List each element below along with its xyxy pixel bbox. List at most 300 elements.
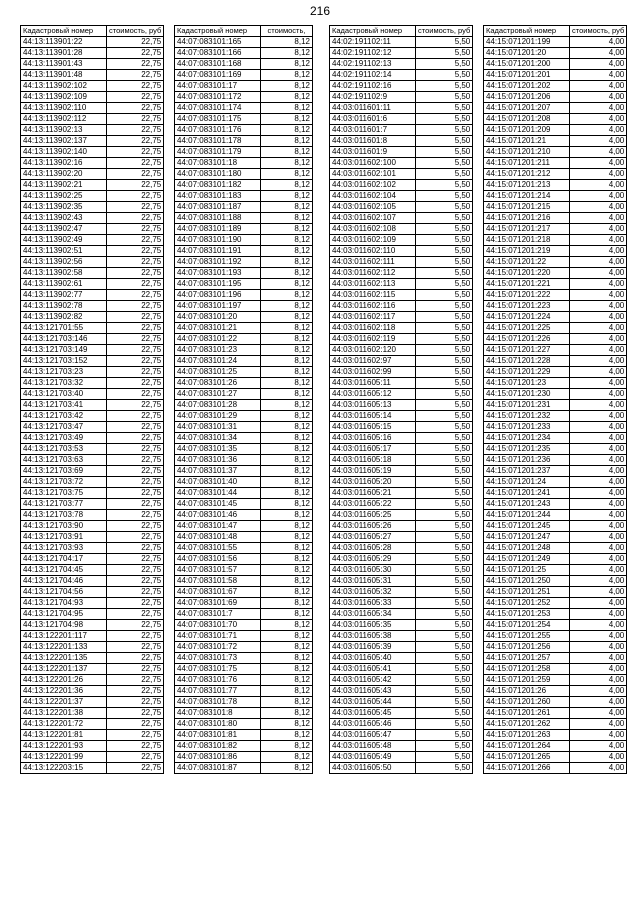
table-row bbox=[330, 81, 473, 92]
table-row bbox=[484, 543, 627, 554]
cost-cell: 4,00 bbox=[570, 466, 627, 477]
cadastral-number-cell: 44:15:071201:223 bbox=[484, 301, 570, 312]
table-row bbox=[21, 455, 164, 466]
cost-cell: 8,12 bbox=[261, 653, 313, 664]
table-row bbox=[330, 466, 473, 477]
cost-cell: 22,75 bbox=[107, 642, 164, 653]
cost-cell: 22,75 bbox=[107, 422, 164, 433]
table-row bbox=[175, 92, 313, 103]
cost-cell: 5,50 bbox=[416, 741, 473, 752]
cost-cell: 8,12 bbox=[261, 114, 313, 125]
cost-cell: 8,12 bbox=[261, 697, 313, 708]
cadastral-number-cell: 44:15:071201:22 bbox=[484, 257, 570, 268]
cadastral-number-cell: 44:15:071201:218 bbox=[484, 235, 570, 246]
table-header-row bbox=[21, 26, 164, 37]
cadastral-number-cell: 44:15:071201:260 bbox=[484, 697, 570, 708]
cadastral-number-cell: 44:15:071201:234 bbox=[484, 433, 570, 444]
cost-cell: 5,50 bbox=[416, 70, 473, 81]
table-row bbox=[484, 477, 627, 488]
cost-cell: 4,00 bbox=[570, 554, 627, 565]
table-row bbox=[330, 323, 473, 334]
cadastral-number-cell: 44:15:071201:237 bbox=[484, 466, 570, 477]
cost-cell: 22,75 bbox=[107, 741, 164, 752]
table-row bbox=[21, 268, 164, 279]
table-row bbox=[484, 620, 627, 631]
cadastral-number-cell: 44:13:113902:13 bbox=[21, 125, 107, 136]
cadastral-value-table bbox=[20, 25, 164, 774]
cadastral-number-cell: 44:07:083101:67 bbox=[175, 587, 261, 598]
cost-cell: 22,75 bbox=[107, 323, 164, 334]
cost-cell: 5,50 bbox=[416, 730, 473, 741]
cost-cell: 22,75 bbox=[107, 312, 164, 323]
cost-cell: 8,12 bbox=[261, 301, 313, 312]
cadastral-number-cell: 44:03:011605:11 bbox=[330, 378, 416, 389]
cost-cell: 4,00 bbox=[570, 708, 627, 719]
page-number: 216 bbox=[309, 4, 331, 18]
table-row bbox=[175, 488, 313, 499]
cadastral-number-cell: 44:07:083101:180 bbox=[175, 169, 261, 180]
cadastral-number-cell: 44:07:083101:25 bbox=[175, 367, 261, 378]
table-row bbox=[21, 345, 164, 356]
cost-cell: 5,50 bbox=[416, 763, 473, 774]
cost-cell: 5,50 bbox=[416, 609, 473, 620]
cadastral-number-cell: 44:07:083101:188 bbox=[175, 213, 261, 224]
cadastral-number-cell: 44:13:113902:140 bbox=[21, 147, 107, 158]
table-row bbox=[484, 334, 627, 345]
table-row bbox=[21, 202, 164, 213]
cadastral-number-cell: 44:15:071201:254 bbox=[484, 620, 570, 631]
table-row bbox=[484, 235, 627, 246]
cost-cell: 4,00 bbox=[570, 455, 627, 466]
table-row bbox=[21, 301, 164, 312]
cadastral-number-cell: 44:03:011602:118 bbox=[330, 323, 416, 334]
cadastral-number-cell: 44:07:083101:35 bbox=[175, 444, 261, 455]
cost-cell: 5,50 bbox=[416, 433, 473, 444]
cost-cell: 5,50 bbox=[416, 697, 473, 708]
table-row bbox=[175, 235, 313, 246]
cost-cell: 22,75 bbox=[107, 345, 164, 356]
cadastral-number-cell: 44:07:083101:178 bbox=[175, 136, 261, 147]
cadastral-number-cell: 44:15:071201:253 bbox=[484, 609, 570, 620]
cost-cell: 8,12 bbox=[261, 466, 313, 477]
cost-cell: 8,12 bbox=[261, 37, 313, 48]
cadastral-number-cell: 44:07:083101:23 bbox=[175, 345, 261, 356]
table-row bbox=[21, 246, 164, 257]
cadastral-number-cell: 44:03:011605:43 bbox=[330, 686, 416, 697]
cadastral-number-cell: 44:13:122203:15 bbox=[21, 763, 107, 774]
table-row bbox=[175, 499, 313, 510]
cost-cell: 5,50 bbox=[416, 422, 473, 433]
cadastral-number-cell: 44:13:121704:93 bbox=[21, 598, 107, 609]
cost-cell: 5,50 bbox=[416, 213, 473, 224]
table-row bbox=[330, 521, 473, 532]
cost-cell: 5,50 bbox=[416, 334, 473, 345]
cost-cell: 22,75 bbox=[107, 257, 164, 268]
cadastral-number-cell: 44:07:083101:87 bbox=[175, 763, 261, 774]
cost-cell: 5,50 bbox=[416, 521, 473, 532]
cost-cell: 22,75 bbox=[107, 708, 164, 719]
cost-cell: 4,00 bbox=[570, 411, 627, 422]
table-row bbox=[21, 37, 164, 48]
header-cost: стоимость, руб bbox=[107, 26, 164, 37]
cost-cell: 8,12 bbox=[261, 290, 313, 301]
cadastral-number-cell: 44:03:011605:50 bbox=[330, 763, 416, 774]
cost-cell: 5,50 bbox=[416, 532, 473, 543]
cost-cell: 22,75 bbox=[107, 488, 164, 499]
table-row bbox=[484, 576, 627, 587]
cadastral-number-cell: 44:13:121704:95 bbox=[21, 609, 107, 620]
cadastral-number-cell: 44:15:071201:224 bbox=[484, 312, 570, 323]
table-row bbox=[21, 433, 164, 444]
cost-cell: 8,12 bbox=[261, 488, 313, 499]
cost-cell: 8,12 bbox=[261, 510, 313, 521]
header-cadastral-number: Кадастровый номер bbox=[484, 26, 570, 37]
table-row bbox=[330, 191, 473, 202]
cost-cell: 8,12 bbox=[261, 257, 313, 268]
cadastral-number-cell: 44:15:071201:215 bbox=[484, 202, 570, 213]
cadastral-number-cell: 44:15:071201:250 bbox=[484, 576, 570, 587]
cost-cell: 22,75 bbox=[107, 466, 164, 477]
cadastral-number-cell: 44:07:083101:168 bbox=[175, 59, 261, 70]
table-row bbox=[330, 334, 473, 345]
cadastral-number-cell: 44:15:071201:211 bbox=[484, 158, 570, 169]
cost-cell: 4,00 bbox=[570, 587, 627, 598]
table-row bbox=[21, 642, 164, 653]
table-row bbox=[330, 202, 473, 213]
cost-cell: 22,75 bbox=[107, 147, 164, 158]
cadastral-number-cell: 44:15:071201:265 bbox=[484, 752, 570, 763]
table-row bbox=[21, 675, 164, 686]
table-row bbox=[175, 763, 313, 774]
cadastral-number-cell: 44:02:191102:13 bbox=[330, 59, 416, 70]
table-row bbox=[21, 730, 164, 741]
cost-cell: 22,75 bbox=[107, 675, 164, 686]
cadastral-number-cell: 44:03:011605:12 bbox=[330, 389, 416, 400]
cost-cell: 5,50 bbox=[416, 345, 473, 356]
table-row bbox=[21, 356, 164, 367]
table-row bbox=[330, 169, 473, 180]
table-row bbox=[484, 719, 627, 730]
cadastral-number-cell: 44:13:122201:72 bbox=[21, 719, 107, 730]
cadastral-number-cell: 44:15:071201:266 bbox=[484, 763, 570, 774]
cadastral-number-cell: 44:03:011601:7 bbox=[330, 125, 416, 136]
cost-cell: 22,75 bbox=[107, 158, 164, 169]
cadastral-number-cell: 44:13:113902:78 bbox=[21, 301, 107, 312]
table-row bbox=[175, 620, 313, 631]
table-row bbox=[484, 488, 627, 499]
cost-cell: 4,00 bbox=[570, 400, 627, 411]
table-row bbox=[175, 70, 313, 81]
cadastral-number-cell: 44:13:121703:90 bbox=[21, 521, 107, 532]
cost-cell: 4,00 bbox=[570, 312, 627, 323]
table-row bbox=[175, 191, 313, 202]
cost-cell: 22,75 bbox=[107, 290, 164, 301]
table-row bbox=[484, 279, 627, 290]
cadastral-number-cell: 44:03:011605:42 bbox=[330, 675, 416, 686]
table-row bbox=[175, 477, 313, 488]
cost-cell: 22,75 bbox=[107, 169, 164, 180]
cost-cell: 22,75 bbox=[107, 587, 164, 598]
table-row bbox=[484, 103, 627, 114]
cadastral-number-cell: 44:15:071201:264 bbox=[484, 741, 570, 752]
table-row bbox=[175, 114, 313, 125]
cost-cell: 5,50 bbox=[416, 499, 473, 510]
cadastral-value-table bbox=[174, 25, 313, 774]
cadastral-number-cell: 44:03:011605:34 bbox=[330, 609, 416, 620]
cost-cell: 5,50 bbox=[416, 488, 473, 499]
cadastral-number-cell: 44:13:122201:26 bbox=[21, 675, 107, 686]
cadastral-number-cell: 44:13:113902:112 bbox=[21, 114, 107, 125]
table-row bbox=[330, 125, 473, 136]
table-row bbox=[330, 576, 473, 587]
cadastral-number-cell: 44:07:083101:22 bbox=[175, 334, 261, 345]
cadastral-number-cell: 44:13:121703:93 bbox=[21, 543, 107, 554]
table-row bbox=[330, 312, 473, 323]
cost-cell: 8,12 bbox=[261, 708, 313, 719]
cadastral-number-cell: 44:15:071201:207 bbox=[484, 103, 570, 114]
cost-cell: 22,75 bbox=[107, 92, 164, 103]
cost-cell: 5,50 bbox=[416, 543, 473, 554]
table-row bbox=[330, 290, 473, 301]
cadastral-number-cell: 44:02:191102:9 bbox=[330, 92, 416, 103]
table-row bbox=[21, 279, 164, 290]
header-cost: стоимость, руб bbox=[416, 26, 473, 37]
cadastral-number-cell: 44:03:011602:97 bbox=[330, 356, 416, 367]
table-row bbox=[330, 455, 473, 466]
table-row bbox=[21, 290, 164, 301]
cost-cell: 4,00 bbox=[570, 301, 627, 312]
table-row bbox=[330, 587, 473, 598]
cost-cell: 4,00 bbox=[570, 664, 627, 675]
cost-cell: 4,00 bbox=[570, 81, 627, 92]
table-row bbox=[175, 356, 313, 367]
cadastral-number-cell: 44:07:083101:169 bbox=[175, 70, 261, 81]
cadastral-number-cell: 44:07:083101:77 bbox=[175, 686, 261, 697]
table-row bbox=[21, 466, 164, 477]
table-row bbox=[175, 532, 313, 543]
table-row bbox=[330, 675, 473, 686]
cadastral-number-cell: 44:03:011602:113 bbox=[330, 279, 416, 290]
cost-cell: 5,50 bbox=[416, 686, 473, 697]
cost-cell: 22,75 bbox=[107, 763, 164, 774]
header-cadastral-number: Кадастровый номер bbox=[175, 26, 261, 37]
cost-cell: 5,50 bbox=[416, 653, 473, 664]
cadastral-number-cell: 44:07:083101:36 bbox=[175, 455, 261, 466]
table-row bbox=[484, 554, 627, 565]
cadastral-number-cell: 44:15:071201:208 bbox=[484, 114, 570, 125]
table-row bbox=[330, 752, 473, 763]
cost-cell: 8,12 bbox=[261, 389, 313, 400]
table-row bbox=[484, 290, 627, 301]
cadastral-number-cell: 44:15:071201:231 bbox=[484, 400, 570, 411]
cadastral-number-cell: 44:07:083101:82 bbox=[175, 741, 261, 752]
table-row bbox=[484, 510, 627, 521]
cadastral-number-cell: 44:15:071201:213 bbox=[484, 180, 570, 191]
cost-cell: 22,75 bbox=[107, 411, 164, 422]
table-row bbox=[175, 422, 313, 433]
cadastral-number-cell: 44:03:011602:107 bbox=[330, 213, 416, 224]
cost-cell: 4,00 bbox=[570, 169, 627, 180]
cadastral-number-cell: 44:13:113902:58 bbox=[21, 268, 107, 279]
table-row bbox=[175, 697, 313, 708]
table-row bbox=[175, 455, 313, 466]
cost-cell: 22,75 bbox=[107, 752, 164, 763]
cadastral-number-cell: 44:07:083101:26 bbox=[175, 378, 261, 389]
cost-cell: 8,12 bbox=[261, 455, 313, 466]
cost-cell: 8,12 bbox=[261, 158, 313, 169]
cadastral-number-cell: 44:15:071201:241 bbox=[484, 488, 570, 499]
cost-cell: 5,50 bbox=[416, 301, 473, 312]
table-row bbox=[175, 136, 313, 147]
table-row bbox=[175, 125, 313, 136]
table-row bbox=[21, 763, 164, 774]
cadastral-number-cell: 44:07:083101:196 bbox=[175, 290, 261, 301]
cost-cell: 22,75 bbox=[107, 367, 164, 378]
table-row bbox=[330, 554, 473, 565]
cadastral-number-cell: 44:13:122201:93 bbox=[21, 741, 107, 752]
cadastral-number-cell: 44:07:083101:37 bbox=[175, 466, 261, 477]
table-row bbox=[330, 631, 473, 642]
table-row bbox=[484, 367, 627, 378]
table-row bbox=[21, 411, 164, 422]
table-row bbox=[175, 202, 313, 213]
cost-cell: 8,12 bbox=[261, 81, 313, 92]
cost-cell: 4,00 bbox=[570, 158, 627, 169]
cadastral-number-cell: 44:13:121703:42 bbox=[21, 411, 107, 422]
table-row bbox=[330, 741, 473, 752]
cost-cell: 5,50 bbox=[416, 191, 473, 202]
cadastral-number-cell: 44:03:011605:32 bbox=[330, 587, 416, 598]
cadastral-number-cell: 44:13:121703:63 bbox=[21, 455, 107, 466]
table-row bbox=[330, 510, 473, 521]
cost-cell: 22,75 bbox=[107, 246, 164, 257]
table-row bbox=[21, 510, 164, 521]
table-row bbox=[484, 213, 627, 224]
cadastral-number-cell: 44:03:011602:116 bbox=[330, 301, 416, 312]
table-row bbox=[484, 433, 627, 444]
cost-cell: 5,50 bbox=[416, 631, 473, 642]
cadastral-number-cell: 44:13:121704:98 bbox=[21, 620, 107, 631]
cost-cell: 5,50 bbox=[416, 675, 473, 686]
cost-cell: 5,50 bbox=[416, 664, 473, 675]
cadastral-number-cell: 44:13:113902:82 bbox=[21, 312, 107, 323]
cadastral-number-cell: 44:03:011602:104 bbox=[330, 191, 416, 202]
cadastral-number-cell: 44:13:121703:146 bbox=[21, 334, 107, 345]
table-row bbox=[484, 268, 627, 279]
table-row bbox=[330, 499, 473, 510]
cadastral-number-cell: 44:03:011601:8 bbox=[330, 136, 416, 147]
cost-cell: 5,50 bbox=[416, 224, 473, 235]
cost-cell: 5,50 bbox=[416, 510, 473, 521]
cost-cell: 4,00 bbox=[570, 191, 627, 202]
cost-cell: 5,50 bbox=[416, 389, 473, 400]
cadastral-number-cell: 44:03:011602:109 bbox=[330, 235, 416, 246]
cadastral-number-cell: 44:03:011602:108 bbox=[330, 224, 416, 235]
table-row bbox=[330, 136, 473, 147]
cost-cell: 5,50 bbox=[416, 158, 473, 169]
cost-cell: 8,12 bbox=[261, 323, 313, 334]
table-row bbox=[21, 235, 164, 246]
cadastral-number-cell: 44:03:011602:102 bbox=[330, 180, 416, 191]
cadastral-number-cell: 44:07:083101:17 bbox=[175, 81, 261, 92]
table-row bbox=[21, 719, 164, 730]
cost-cell: 4,00 bbox=[570, 763, 627, 774]
cost-cell: 22,75 bbox=[107, 433, 164, 444]
cost-cell: 4,00 bbox=[570, 499, 627, 510]
cadastral-number-cell: 44:03:011602:120 bbox=[330, 345, 416, 356]
cadastral-number-cell: 44:07:083101:29 bbox=[175, 411, 261, 422]
cost-cell: 5,50 bbox=[416, 125, 473, 136]
table-row bbox=[484, 378, 627, 389]
table-row bbox=[330, 301, 473, 312]
cost-cell: 4,00 bbox=[570, 290, 627, 301]
cost-cell: 22,75 bbox=[107, 664, 164, 675]
cost-cell: 8,12 bbox=[261, 356, 313, 367]
table-row bbox=[21, 543, 164, 554]
cost-cell: 4,00 bbox=[570, 180, 627, 191]
cost-cell: 4,00 bbox=[570, 433, 627, 444]
table-row bbox=[484, 609, 627, 620]
cadastral-number-cell: 44:13:122201:135 bbox=[21, 653, 107, 664]
cadastral-number-cell: 44:07:083101:182 bbox=[175, 180, 261, 191]
cost-cell: 4,00 bbox=[570, 246, 627, 257]
table-row bbox=[21, 400, 164, 411]
cadastral-number-cell: 44:13:122201:133 bbox=[21, 642, 107, 653]
cadastral-number-cell: 44:07:083101:28 bbox=[175, 400, 261, 411]
table-row bbox=[330, 356, 473, 367]
cost-cell: 8,12 bbox=[261, 719, 313, 730]
table-row bbox=[330, 411, 473, 422]
cadastral-number-cell: 44:15:071201:222 bbox=[484, 290, 570, 301]
cost-cell: 5,50 bbox=[416, 92, 473, 103]
cost-cell: 5,50 bbox=[416, 576, 473, 587]
table-row bbox=[175, 48, 313, 59]
cost-cell: 8,12 bbox=[261, 433, 313, 444]
cadastral-number-cell: 44:03:011605:29 bbox=[330, 554, 416, 565]
table-row bbox=[175, 158, 313, 169]
cost-cell: 22,75 bbox=[107, 609, 164, 620]
cadastral-number-cell: 44:15:071201:212 bbox=[484, 169, 570, 180]
cost-cell: 8,12 bbox=[261, 576, 313, 587]
table-row bbox=[21, 312, 164, 323]
cadastral-number-cell: 44:07:083101:187 bbox=[175, 202, 261, 213]
cost-cell: 22,75 bbox=[107, 279, 164, 290]
table-row bbox=[484, 301, 627, 312]
table-row bbox=[175, 301, 313, 312]
cadastral-number-cell: 44:03:011602:119 bbox=[330, 334, 416, 345]
cost-cell: 4,00 bbox=[570, 543, 627, 554]
table-row bbox=[330, 345, 473, 356]
cost-cell: 4,00 bbox=[570, 323, 627, 334]
cost-cell: 5,50 bbox=[416, 378, 473, 389]
cadastral-number-cell: 44:07:083101:165 bbox=[175, 37, 261, 48]
table-row bbox=[330, 92, 473, 103]
table-row bbox=[175, 389, 313, 400]
table-row bbox=[21, 752, 164, 763]
table-row bbox=[175, 598, 313, 609]
cadastral-number-cell: 44:15:071201:263 bbox=[484, 730, 570, 741]
cost-cell: 4,00 bbox=[570, 620, 627, 631]
table-row bbox=[175, 378, 313, 389]
table-row bbox=[175, 730, 313, 741]
cadastral-number-cell: 44:15:071201:206 bbox=[484, 92, 570, 103]
cost-cell: 5,50 bbox=[416, 37, 473, 48]
table-row bbox=[175, 345, 313, 356]
cost-cell: 22,75 bbox=[107, 81, 164, 92]
cost-cell: 4,00 bbox=[570, 576, 627, 587]
cadastral-number-cell: 44:13:121703:72 bbox=[21, 477, 107, 488]
table-row bbox=[21, 169, 164, 180]
